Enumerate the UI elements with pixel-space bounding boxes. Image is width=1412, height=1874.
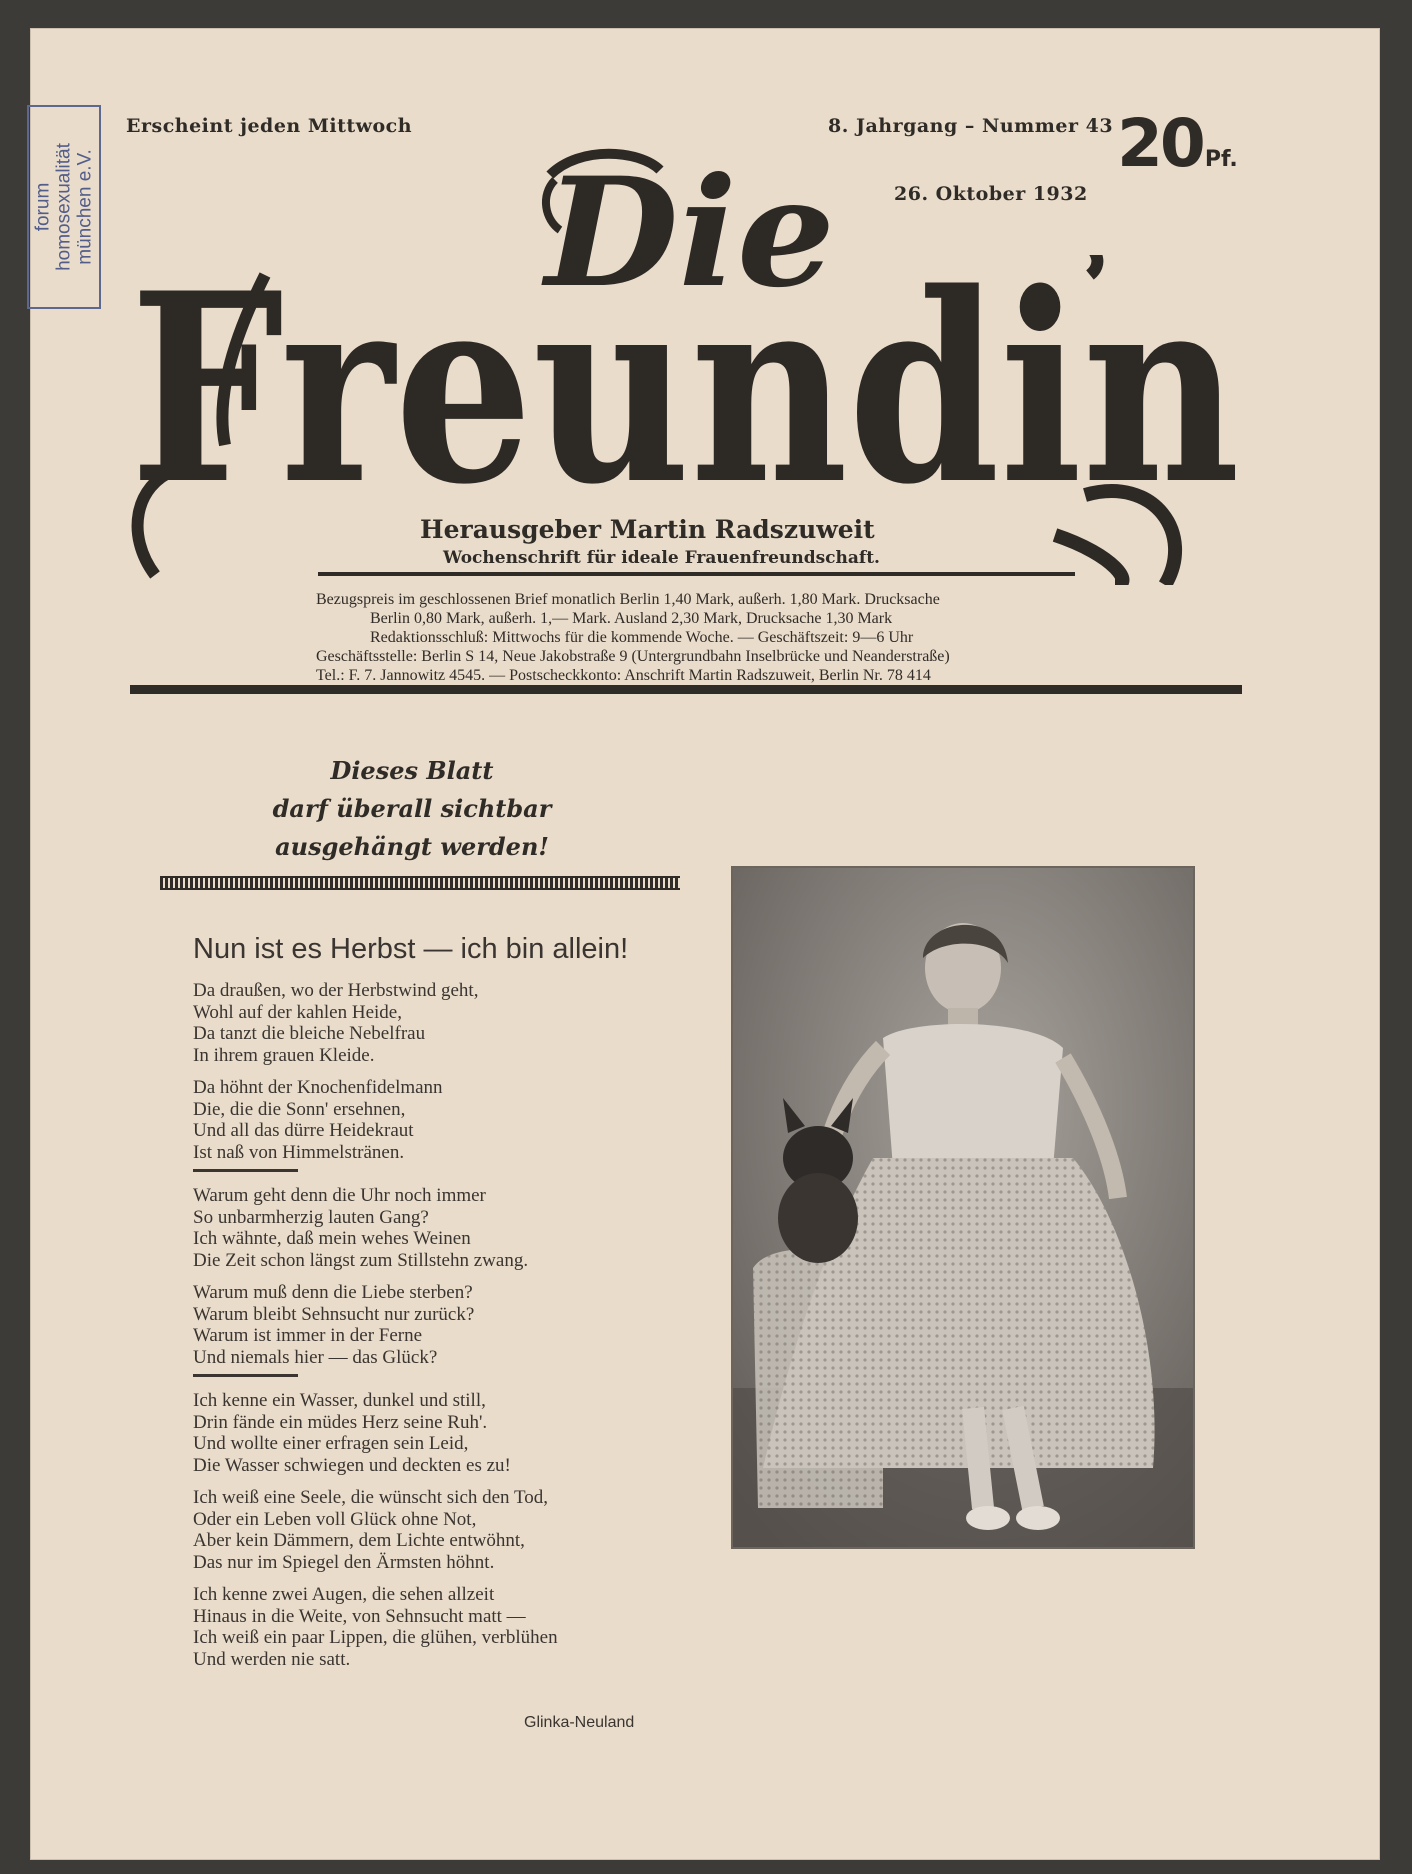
price — [1117, 105, 1238, 182]
poem-line: Das nur im Spiegel den Ärmsten höhnt. — [193, 1551, 495, 1573]
stamp-line: forum — [32, 182, 54, 232]
poem-line: Warum muß denn die Liebe sterben? — [193, 1282, 473, 1303]
poem-divider — [193, 1169, 298, 1172]
poem-line: Ich kenne zwei Augen, die sehen allzeit — [193, 1584, 495, 1605]
subscription-info — [316, 590, 1076, 685]
poem-line: Wohl auf der kahlen Heide, — [193, 1001, 402, 1023]
notice-line: ausgehängt werden! — [275, 832, 549, 861]
poem-line: Da draußen, wo der Herbstwind geht, — [193, 980, 479, 1001]
price-value: 20 — [1117, 105, 1203, 182]
poem-divider — [193, 1374, 298, 1377]
poem-line: Da höhnt der Knochenfidelmann — [193, 1077, 443, 1098]
logo-freundin-text: Freundin — [130, 255, 1240, 542]
poem-body — [193, 980, 693, 1681]
info-line: Geschäftsstelle: Berlin S 14, Neue Jakobstraße 9 (Untergrundbahn Inselbrücke und Neanderstraße) — [316, 648, 950, 665]
poem-line: Ich weiß ein paar Lippen, die glühen, verblühen — [193, 1627, 558, 1648]
info-line: Berlin 0,80 Mark, außerh. 1,— Mark. Ausland 2,30 Mark, Drucksache 1,30 Mark — [370, 610, 893, 627]
info-line: Tel.: F. 7. Jannowitz 4545. — Postscheckkonto: Anschrift Martin Radszuweit, Berlin Nr. 78 414 — [316, 667, 931, 684]
poem-line: Und wollte einer erfragen sein Leid, — [193, 1433, 469, 1454]
poem-line: Warum ist immer in der Ferne — [193, 1325, 423, 1346]
poem-line: Drin fände ein müdes Herz seine Ruh'. — [193, 1411, 488, 1433]
portrait-photo-illustration — [733, 868, 1193, 1547]
poem-line: Die Zeit schon längst zum Stillstehn zwang. — [193, 1249, 529, 1271]
stamp-line: homosexualität — [53, 143, 75, 271]
poem-stanza — [193, 1185, 693, 1271]
poem-line: Aber kein Dämmern, dem Lichte entwöhnt, — [193, 1530, 525, 1551]
poem-line: Ist naß von Himmelstränen. — [193, 1141, 405, 1163]
subtitle-line: Wochenschrift für ideale Frauenfreundschaft. — [443, 548, 880, 568]
notice-line: darf überall sichtbar — [272, 794, 552, 823]
decorative-rule — [160, 876, 680, 890]
poem-line: Ich kenne ein Wasser, dunkel und still, — [193, 1390, 486, 1411]
poem-line: Oder ein Leben voll Glück ohne Not, — [193, 1508, 477, 1530]
poem-line: Die, die die Sonn' ersehnen, — [193, 1098, 406, 1120]
poem-stanza — [193, 1077, 693, 1163]
masthead-rule — [318, 572, 1075, 576]
logo-die-text: Die — [540, 145, 835, 305]
issue-number: 8. Jahrgang – Nummer 43 — [828, 115, 1114, 137]
poem-line: Und werden nie satt. — [193, 1648, 351, 1670]
frequency-note: Erscheint jeden Mittwoch — [126, 115, 413, 137]
library-stamp — [27, 105, 101, 309]
portrait-photo — [731, 866, 1195, 1549]
poem-line: Ich weiß eine Seele, die wünscht sich den Tod, — [193, 1487, 548, 1508]
poem-line: So unbarmherzig lauten Gang? — [193, 1206, 429, 1228]
poem-line: Da tanzt die bleiche Nebelfrau — [193, 1023, 426, 1044]
poem-stanza — [193, 1282, 693, 1368]
notice-line: Dieses Blatt — [330, 756, 494, 785]
poem-line: Warum bleibt Sehnsucht nur zurück? — [193, 1303, 475, 1325]
header-bottom-rule — [130, 685, 1242, 694]
publisher-line: Herausgeber Martin Radszuweit — [420, 515, 875, 544]
poem-line: Ich wähnte, daß mein wehes Weinen — [193, 1228, 471, 1249]
poem-stanza — [193, 980, 693, 1066]
poem-stanza — [193, 1390, 693, 1476]
stamp-line: münchen e.V. — [74, 149, 96, 265]
poem-author: Glinka-Neuland — [524, 1714, 635, 1731]
poem-line: Warum geht denn die Uhr noch immer — [193, 1185, 486, 1206]
poem-line: Die Wasser schwiegen und deckten es zu! — [193, 1454, 511, 1476]
poem-line: Hinaus in die Weite, von Sehnsucht matt — — [193, 1605, 526, 1627]
poem-title: Nun ist es Herbst — ich bin allein! — [193, 933, 629, 965]
poem-line: Und all das dürre Heidekraut — [193, 1120, 414, 1141]
info-line: Redaktionsschluß: Mittwochs für die kommende Woche. — Geschäftszeit: 9—6 Uhr — [370, 629, 914, 646]
notice-box — [232, 752, 592, 866]
poem-line: Und niemals hier — das Glück? — [193, 1346, 438, 1368]
issue-date: 26. Oktober 1932 — [894, 183, 1088, 205]
poem-stanza — [193, 1584, 693, 1670]
poem-stanza — [193, 1487, 693, 1573]
poem-line: In ihrem grauen Kleide. — [193, 1044, 375, 1066]
price-unit: Pf. — [1204, 147, 1238, 172]
info-line: Bezugspreis im geschlossenen Brief monatlich Berlin 1,40 Mark, außerh. 1,80 Mark. Drucksache — [316, 591, 940, 608]
